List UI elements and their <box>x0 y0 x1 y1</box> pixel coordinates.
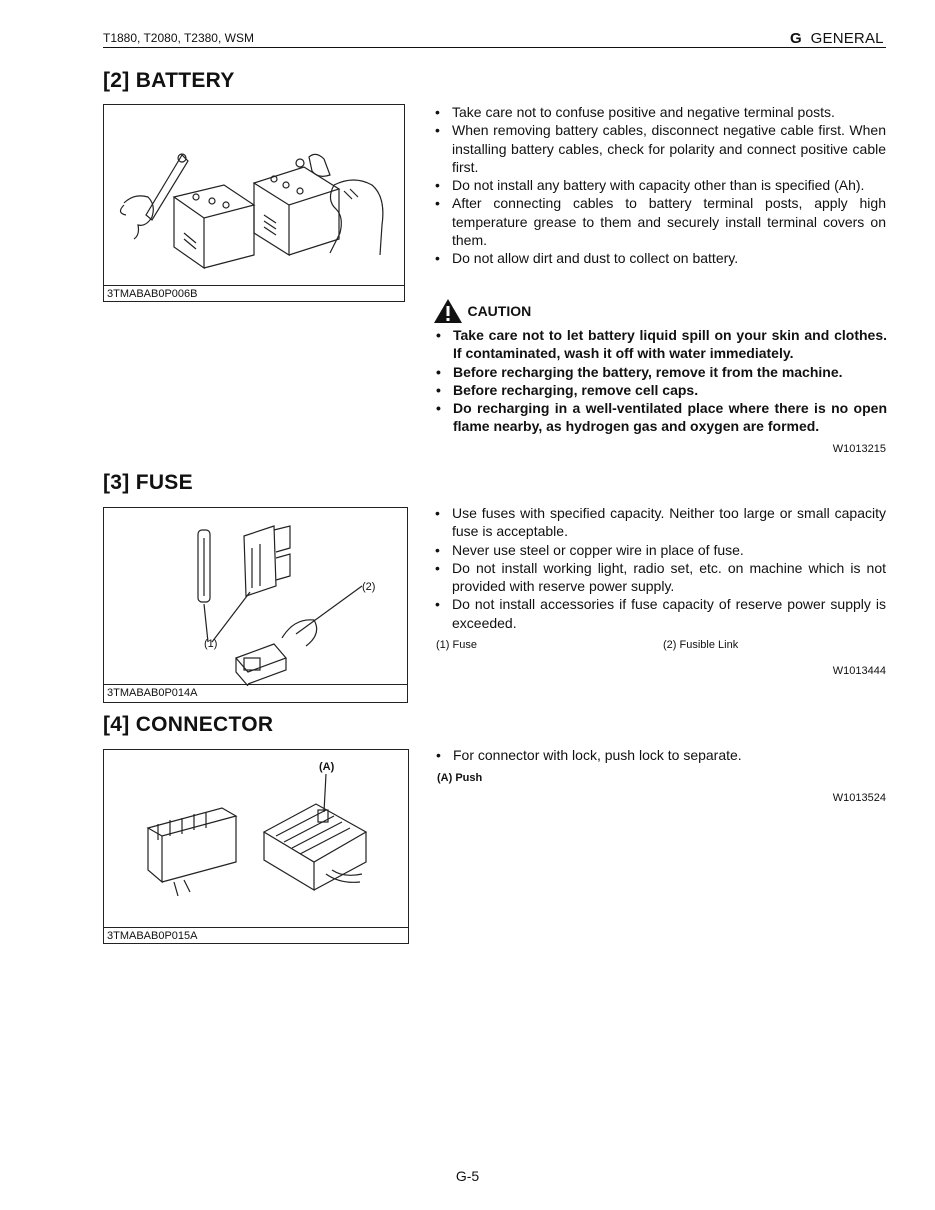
fuse-legend-2: (2) Fusible Link <box>663 639 739 651</box>
battery-bullet: • Do not install any battery with capacity other than is specified (Ah). <box>432 176 886 194</box>
fuse-bullet: • Do not install accessories if fuse capacity of reserve power supply is exceeded. <box>432 595 886 632</box>
battery-figure-caption-rule <box>104 285 404 286</box>
fuse-bullet: • Never use steel or copper wire in place of fuse. <box>432 541 886 559</box>
connector-figure <box>103 749 409 944</box>
header-section <box>790 30 884 47</box>
fuse-callout-1: (1) <box>204 638 218 650</box>
header-rule <box>103 47 886 48</box>
battery-figure-code: 3TMABAB0P006B <box>107 288 198 300</box>
fuse-figure <box>103 507 408 703</box>
fuse-ref-code: W1013444 <box>832 665 886 677</box>
fuse-callout-2: (2) <box>362 581 376 593</box>
header-models: T1880, T2080, T2380, WSM <box>103 31 254 45</box>
connector-figure-caption-rule <box>104 927 408 928</box>
connector-bullet-list <box>433 746 887 764</box>
page-number: G-5 <box>455 1168 480 1184</box>
connector-figure-code: 3TMABAB0P015A <box>107 930 198 942</box>
caution-item: • Before recharging the battery, remove it from the machine. <box>433 363 887 381</box>
battery-figure <box>103 104 405 302</box>
battery-bullet: • After connecting cables to battery terminal posts, apply high temperature grease to them and securely install terminal covers on them. <box>432 194 886 249</box>
caution-item: • Do recharging in a well-ventilated place where there is no open flame nearby, as hydrogen gas and oxygen are formed. <box>433 399 887 436</box>
fuse-bullet: • Do not install working light, radio set, etc. on machine which is not provided with reserve power supply. <box>432 559 886 596</box>
warning-triangle-icon <box>433 298 463 324</box>
battery-bullet-list <box>432 103 886 268</box>
battery-bullet: • Take care not to confuse positive and negative terminal posts. <box>432 103 886 121</box>
fuse-bullet: • Use fuses with specified capacity. Neither too large or small capacity fuse is acceptable. <box>432 504 886 541</box>
connector-ref-code: W1013524 <box>832 792 886 804</box>
caution-title: CAUTION <box>467 303 532 319</box>
fuse-legend-1: (1) Fuse <box>436 639 477 651</box>
connector-bullet: • For connector with lock, push lock to separate. <box>433 746 887 764</box>
fuse-figure-caption-rule <box>104 684 407 685</box>
fuse-title: [3] FUSE <box>103 471 193 494</box>
connector-callout: (A) <box>319 761 335 773</box>
header-section-letter: G <box>790 30 802 47</box>
battery-bullet: • Do not allow dirt and dust to collect on battery. <box>432 249 886 267</box>
fuse-figure-code: 3TMABAB0P014A <box>107 687 198 699</box>
battery-ref-code: W1013215 <box>832 443 886 455</box>
connector-legend: (A) Push <box>437 772 483 784</box>
battery-bullet: • When removing battery cables, disconnect negative cable first. When installing battery cables, check for polarity and connect positive cable first. <box>432 121 886 176</box>
caution-item: • Take care not to let battery liquid spill on your skin and clothes. If contaminated, wash it off with water immediately. <box>433 326 887 363</box>
connector-illustration <box>104 750 408 928</box>
battery-illustration <box>104 105 404 285</box>
caution-item: • Before recharging, remove cell caps. <box>433 381 887 399</box>
battery-title: [2] BATTERY <box>103 69 235 92</box>
caution-heading <box>433 298 531 324</box>
fuse-illustration <box>104 508 407 686</box>
header-section-name: GENERAL <box>810 30 884 47</box>
fuse-bullet-list <box>432 504 886 632</box>
caution-list <box>433 326 887 436</box>
connector-title: [4] CONNECTOR <box>103 713 274 736</box>
